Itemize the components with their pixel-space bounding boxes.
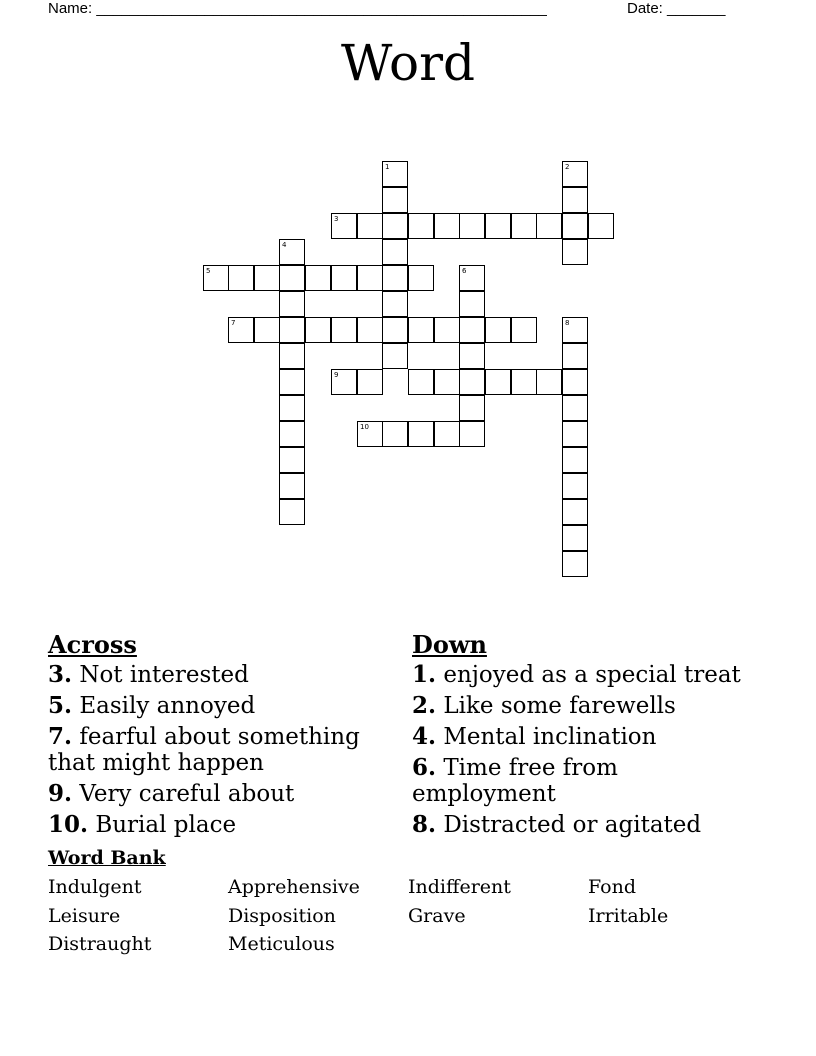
- word-bank-item: Irritable: [588, 904, 669, 927]
- crossword-cell[interactable]: [279, 421, 305, 447]
- word-bank-item: Meticulous: [228, 933, 335, 955]
- crossword-cell[interactable]: [279, 291, 305, 317]
- crossword-cell[interactable]: [331, 369, 357, 395]
- clue-number: 6: [462, 267, 467, 275]
- crossword-cell[interactable]: [279, 395, 305, 421]
- crossword-cell[interactable]: [511, 317, 537, 343]
- crossword-cell[interactable]: [562, 447, 588, 473]
- clue-number: 3: [334, 215, 339, 223]
- crossword-cell[interactable]: [485, 369, 511, 395]
- clue-number: 2: [565, 163, 570, 171]
- crossword-cell[interactable]: [382, 187, 408, 213]
- crossword-cell[interactable]: [459, 291, 485, 317]
- crossword-cell[interactable]: [305, 265, 331, 291]
- word-bank-item: Indifferent: [408, 876, 511, 898]
- crossword-cell[interactable]: [562, 213, 588, 239]
- crossword-cell[interactable]: [408, 369, 434, 395]
- crossword-cell[interactable]: [562, 421, 588, 447]
- crossword-cell[interactable]: [382, 317, 408, 343]
- crossword-cell[interactable]: [228, 265, 254, 291]
- date-field-label: Date: _______: [627, 0, 726, 17]
- crossword-cell[interactable]: [511, 213, 537, 239]
- crossword-cell[interactable]: [434, 421, 460, 447]
- crossword-cell[interactable]: [279, 343, 305, 369]
- across-clue: 5. Easily annoyed: [48, 692, 256, 719]
- crossword-cell[interactable]: [459, 317, 485, 343]
- crossword-cell[interactable]: [408, 421, 434, 447]
- crossword-cell[interactable]: [331, 213, 357, 239]
- crossword-cell[interactable]: [357, 265, 383, 291]
- clue-number: 10: [360, 423, 369, 431]
- crossword-cell[interactable]: [382, 239, 408, 265]
- crossword-cell[interactable]: [357, 369, 383, 395]
- crossword-cell[interactable]: [459, 369, 485, 395]
- crossword-cell[interactable]: [305, 317, 331, 343]
- across-clues: [48, 630, 388, 843]
- crossword-cell[interactable]: [562, 239, 588, 265]
- crossword-cell[interactable]: [562, 395, 588, 421]
- crossword-cell[interactable]: [434, 369, 460, 395]
- word-bank-item: Disposition: [228, 904, 336, 927]
- crossword-cell[interactable]: [279, 369, 305, 395]
- word-bank-item: Grave: [408, 904, 466, 927]
- crossword-cell[interactable]: [459, 421, 485, 447]
- crossword-cell[interactable]: [279, 239, 305, 265]
- crossword-cell[interactable]: [562, 369, 588, 395]
- crossword-cell[interactable]: [357, 317, 383, 343]
- crossword-cell[interactable]: [434, 213, 460, 239]
- word-bank-item: Fond: [588, 876, 636, 898]
- across-heading: Across: [48, 630, 137, 659]
- crossword-cell[interactable]: [408, 317, 434, 343]
- down-clue: 6. Time free from employment: [412, 754, 618, 807]
- down-clue: 4. Mental inclination: [412, 723, 657, 750]
- crossword-cell[interactable]: [382, 213, 408, 239]
- crossword-cell[interactable]: [408, 213, 434, 239]
- across-clue: 7. fearful about something that might happen: [48, 723, 360, 776]
- clue-number: 1: [385, 163, 390, 171]
- across-clue: 9. Very careful about: [48, 780, 295, 807]
- crossword-cell[interactable]: [331, 317, 357, 343]
- crossword-cell[interactable]: [434, 317, 460, 343]
- crossword-cell[interactable]: [382, 421, 408, 447]
- across-clue: 3. Not interested: [48, 661, 249, 688]
- crossword-cell[interactable]: [382, 265, 408, 291]
- crossword-cell[interactable]: [279, 265, 305, 291]
- name-field-label: Name: ______________________________________________________: [48, 0, 547, 17]
- across-clue: 10. Burial place: [48, 811, 237, 838]
- crossword-cell[interactable]: [357, 213, 383, 239]
- word-bank-item: Apprehensive: [228, 876, 360, 898]
- crossword-cell[interactable]: [459, 343, 485, 369]
- down-clues: [412, 630, 752, 843]
- crossword-cell[interactable]: [562, 473, 588, 499]
- crossword-cell[interactable]: [408, 265, 434, 291]
- crossword-cell[interactable]: [203, 265, 229, 291]
- crossword-cell[interactable]: [459, 265, 485, 291]
- crossword-cell[interactable]: [228, 317, 254, 343]
- word-bank-item: Distraught: [48, 933, 152, 955]
- word-bank-heading: Word Bank: [48, 847, 166, 869]
- crossword-cell[interactable]: [562, 499, 588, 525]
- crossword-cell[interactable]: [459, 213, 485, 239]
- crossword-cell[interactable]: [279, 447, 305, 473]
- crossword-cell[interactable]: [382, 343, 408, 369]
- down-clue: 1. enjoyed as a special treat: [412, 661, 741, 688]
- crossword-cell[interactable]: [511, 369, 537, 395]
- crossword-cell[interactable]: [254, 265, 280, 291]
- crossword-cell[interactable]: [562, 187, 588, 213]
- clue-number: 7: [231, 319, 236, 327]
- crossword-cell[interactable]: [562, 525, 588, 551]
- crossword-cell[interactable]: [588, 213, 614, 239]
- crossword-cell[interactable]: [459, 395, 485, 421]
- crossword-cell[interactable]: [331, 265, 357, 291]
- crossword-cell[interactable]: [254, 317, 280, 343]
- clue-number: 5: [206, 267, 211, 275]
- page-title: Word: [340, 34, 475, 92]
- crossword-cell[interactable]: [279, 499, 305, 525]
- crossword-cell[interactable]: [485, 213, 511, 239]
- down-clue: 2. Like some farewells: [412, 692, 676, 719]
- down-clue: 8. Distracted or agitated: [412, 811, 702, 838]
- crossword-cell[interactable]: [562, 161, 588, 187]
- crossword-cell[interactable]: [562, 551, 588, 577]
- crossword-cell[interactable]: [357, 421, 383, 447]
- crossword-cell[interactable]: [485, 317, 511, 343]
- clue-number: 8: [565, 319, 570, 327]
- word-bank-item: Indulgent: [48, 876, 142, 898]
- crossword-cell[interactable]: [536, 369, 562, 395]
- crossword-cell[interactable]: [382, 161, 408, 187]
- crossword-cell[interactable]: [279, 317, 305, 343]
- word-bank-item: Leisure: [48, 904, 121, 927]
- clue-number: 4: [282, 241, 287, 249]
- crossword-cell[interactable]: [562, 343, 588, 369]
- crossword-cell[interactable]: [279, 473, 305, 499]
- crossword-cell[interactable]: [562, 317, 588, 343]
- clue-number: 9: [334, 371, 339, 379]
- down-heading: Down: [412, 630, 487, 659]
- crossword-cell[interactable]: [536, 213, 562, 239]
- crossword-cell[interactable]: [382, 291, 408, 317]
